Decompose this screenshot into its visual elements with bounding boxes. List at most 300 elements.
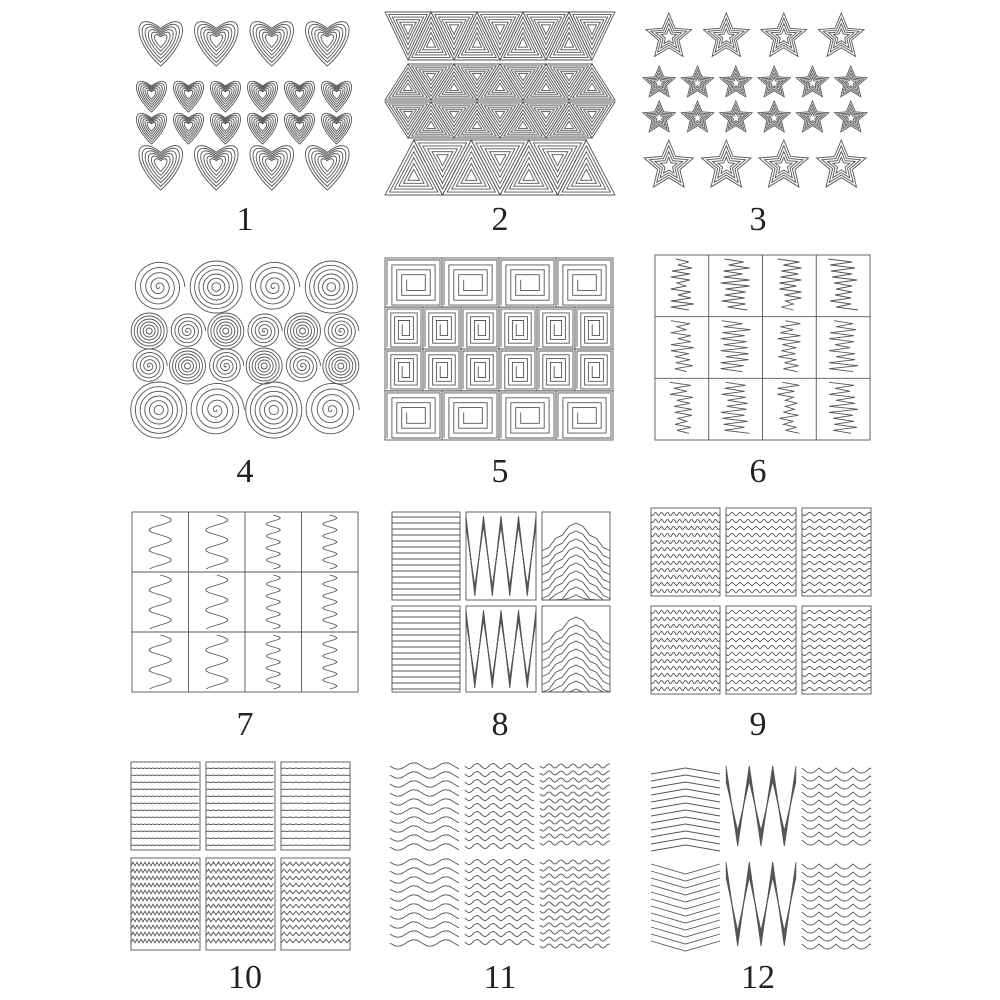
star-outline (807, 112, 818, 123)
small-wave-line (651, 618, 720, 621)
small-wave-line (651, 625, 720, 628)
stepped-chevron (542, 587, 610, 600)
small-wave-line (802, 618, 871, 621)
wave-line (465, 876, 534, 881)
small-wave-line (726, 617, 796, 620)
arch-line (651, 810, 720, 816)
small-wave-line (802, 660, 871, 663)
label-2: 2 (491, 201, 509, 238)
small-wave-line (726, 645, 796, 648)
strip-line (131, 782, 199, 783)
small-wave-line (726, 547, 796, 550)
arch-line (651, 824, 720, 830)
strip-line (281, 796, 350, 797)
arch-line (651, 831, 720, 837)
label-7: 7 (236, 706, 254, 743)
heart-outline (266, 159, 278, 172)
heart-outline (321, 35, 333, 48)
small-wave-line (726, 610, 796, 613)
star-outline (769, 77, 780, 88)
strip-line (281, 789, 350, 790)
wavy-line (206, 515, 228, 569)
small-wave-line (726, 666, 796, 669)
small-wave-line (802, 576, 871, 579)
small-wave-line (726, 589, 796, 592)
heart-outline (221, 122, 230, 131)
scallop-line (802, 824, 871, 829)
strip-line (131, 810, 199, 811)
square-spiral (501, 309, 535, 347)
arch-line (651, 775, 720, 781)
heart-outline (147, 122, 156, 131)
scallop-line (802, 928, 871, 933)
circle-outline (135, 387, 182, 434)
small-wave-line (726, 554, 796, 557)
wave-line (465, 940, 534, 945)
small-wave-line (651, 653, 720, 656)
square-spiral (387, 393, 440, 438)
heart-outline (266, 35, 278, 48)
strip-line (131, 911, 199, 915)
star-outline (834, 29, 850, 44)
square-spiral (444, 260, 497, 305)
wave-line (540, 841, 610, 845)
heart-outline (321, 159, 333, 172)
small-wave-line (726, 638, 796, 641)
strip-line (281, 810, 350, 811)
star-outline (730, 112, 741, 123)
circle-outline (255, 391, 292, 428)
wave-line (390, 844, 459, 850)
arch-line (651, 892, 720, 902)
strip-line (206, 862, 274, 866)
strip-line (281, 831, 350, 832)
arch-line (651, 927, 720, 937)
scallop-line (802, 784, 871, 789)
wave-line (465, 836, 534, 841)
small-wave-line (802, 534, 871, 537)
wavy-line (149, 635, 171, 689)
small-wave-line (802, 520, 871, 523)
circle-outline (145, 396, 173, 424)
strip-line (281, 775, 350, 776)
label-5: 5 (491, 453, 509, 490)
panel-circles (131, 261, 360, 438)
small-wave-line (802, 527, 871, 530)
strip-line (131, 939, 199, 943)
strip-line (281, 911, 350, 915)
circle-outline (300, 328, 306, 334)
scallop-line (802, 832, 871, 837)
circle-outline (246, 382, 302, 438)
small-wave-line (651, 674, 720, 677)
stepped-chevron (542, 523, 610, 551)
small-wave-line (726, 582, 796, 585)
wave-line (540, 771, 610, 775)
strip-line (281, 883, 350, 887)
small-wave-line (802, 513, 871, 516)
circle-outline (326, 351, 356, 381)
wave-line (540, 937, 610, 941)
label-3: 3 (749, 201, 767, 238)
wave-line (540, 764, 610, 768)
circle-outline (250, 387, 297, 434)
small-wave-line (802, 548, 871, 551)
wave-line (390, 781, 459, 787)
panel-wavy-lines (132, 512, 358, 692)
strip-line (281, 768, 350, 769)
circle-outline (327, 283, 336, 292)
strip-line (206, 883, 274, 887)
wave-line (390, 763, 459, 769)
circle-outline (195, 265, 238, 308)
small-wave-line (726, 519, 796, 522)
square-spiral (539, 309, 573, 347)
star-outline (807, 77, 818, 88)
arch-line (651, 796, 720, 802)
strip-line (131, 883, 199, 887)
wave-line (390, 922, 459, 928)
small-wave-line (726, 533, 796, 536)
spiral-outline (248, 314, 282, 346)
small-wave-line (802, 590, 871, 593)
arch-line (651, 934, 720, 944)
stepped-chevron (542, 617, 610, 645)
arch-line (651, 789, 720, 795)
strip-line (281, 939, 350, 943)
wave-line (540, 930, 610, 934)
circle-outline (154, 405, 163, 414)
circle-outline (338, 363, 344, 369)
wavy-line (323, 575, 337, 629)
wave-line (465, 924, 534, 929)
scallop-line (802, 808, 871, 813)
wave-line (465, 916, 534, 921)
label-6: 6 (749, 453, 767, 490)
wave-line (540, 881, 610, 885)
circle-outline (258, 360, 270, 372)
scallop-line (802, 816, 871, 821)
strip-line (131, 824, 199, 825)
star-outline (775, 157, 792, 173)
strip-line (281, 932, 350, 936)
strip-line (206, 796, 274, 797)
square-spiral (463, 351, 497, 389)
circle-outline (176, 354, 200, 378)
strip-line (281, 869, 350, 873)
strip-line (131, 925, 199, 929)
circle-outline (269, 405, 278, 414)
spiral-outline (135, 262, 185, 309)
wave-line (390, 904, 459, 910)
wavy-line (266, 515, 280, 569)
small-wave-line (651, 548, 720, 551)
scallop-line (802, 888, 871, 893)
small-wave-line (726, 568, 796, 571)
label-8: 8 (491, 706, 509, 743)
spiral-outline (286, 349, 320, 381)
strip-line (206, 775, 274, 776)
heart-outline (309, 24, 346, 62)
arch-line (651, 941, 720, 951)
label-4: 4 (236, 453, 254, 490)
spiral-outline (325, 314, 359, 346)
strip-line (206, 939, 274, 943)
strip-line (131, 904, 199, 908)
heart-outline (184, 122, 193, 131)
stepped-chevron (542, 531, 610, 559)
wave-line (540, 820, 610, 824)
circle-outline (190, 261, 242, 313)
square-spiral (577, 309, 611, 347)
wave-line (540, 799, 610, 803)
wave-line (390, 859, 459, 865)
arch-line (651, 913, 720, 923)
circle-outline (131, 382, 187, 438)
wave-line (390, 817, 459, 823)
circle-outline (143, 325, 155, 337)
small-wave-line (802, 625, 871, 628)
circle-outline (182, 360, 194, 372)
scallop-line (802, 912, 871, 917)
strip-line (281, 824, 350, 825)
small-wave-line (726, 561, 796, 564)
small-wave-line (651, 541, 720, 544)
circle-outline (323, 348, 359, 384)
wave-line (465, 844, 534, 849)
strip-line (206, 810, 274, 811)
small-wave-line (651, 555, 720, 558)
small-wave-line (651, 520, 720, 523)
scallop-line (802, 776, 871, 781)
square-spiral (539, 351, 573, 389)
wave-line (390, 772, 459, 778)
wave-line (540, 916, 610, 920)
heart-outline (221, 90, 230, 99)
wave-line (465, 780, 534, 785)
strip-line (131, 817, 199, 818)
circle-outline (170, 348, 206, 384)
star-outline (644, 140, 694, 187)
circle-outline (149, 401, 168, 420)
small-wave-line (802, 541, 871, 544)
circle-outline (212, 283, 221, 292)
strip-line (281, 862, 350, 866)
jagged-line (670, 382, 693, 433)
small-wave-line (802, 667, 871, 670)
heart-outline (155, 159, 167, 172)
strip-line (281, 845, 350, 846)
circle-outline (137, 319, 161, 343)
small-wave-line (802, 681, 871, 684)
heart-outline (258, 90, 267, 99)
heart-outline (253, 24, 290, 62)
small-wave-line (651, 611, 720, 614)
panel-chevrons (392, 512, 610, 692)
circle-outline (261, 363, 267, 369)
label-12: 12 (741, 959, 775, 996)
scallop-line (802, 800, 871, 805)
arch-line (651, 885, 720, 895)
jagged-line (671, 321, 694, 372)
wave-line (465, 764, 534, 769)
jagged-line (829, 382, 858, 433)
jagged-line (721, 259, 750, 310)
scallop-line (802, 944, 871, 949)
arch-line (651, 838, 720, 844)
circle-outline (208, 313, 244, 349)
strip-line (281, 897, 350, 901)
panel-line-strips (131, 762, 350, 950)
small-wave-line (651, 583, 720, 586)
arch-line (651, 817, 720, 823)
square-spiral (501, 260, 554, 305)
square-spiral (501, 351, 535, 389)
strip-line (206, 789, 274, 790)
circle-outline (185, 363, 191, 369)
heart-outline (155, 35, 167, 48)
small-wave-line (802, 639, 871, 642)
heart-outline (295, 122, 304, 131)
circle-outline (220, 325, 232, 337)
strip-line (206, 838, 274, 839)
small-wave-line (802, 569, 871, 572)
star-outline (692, 112, 703, 123)
wave-line (540, 909, 610, 913)
small-wave-line (802, 688, 871, 691)
strip-line (206, 890, 274, 894)
strip-line (131, 768, 199, 769)
wave-line (390, 868, 459, 874)
wavy-line (206, 635, 228, 689)
small-wave-line (651, 646, 720, 649)
strip-line (131, 862, 199, 866)
arch-line (651, 864, 720, 874)
small-wave-line (726, 540, 796, 543)
wave-line (390, 886, 459, 892)
small-wave-line (726, 512, 796, 515)
star-outline (776, 29, 792, 44)
heart-outline (198, 24, 235, 62)
wave-line (540, 902, 610, 906)
wave-line (465, 884, 534, 889)
wave-line (465, 908, 534, 913)
wave-line (540, 860, 610, 864)
strip-line (281, 817, 350, 818)
small-wave-line (726, 659, 796, 662)
strip-line (206, 824, 274, 825)
scallop-line (802, 936, 871, 941)
strip-line (131, 803, 199, 804)
small-wave-line (802, 674, 871, 677)
small-wave-line (726, 575, 796, 578)
star-outline (702, 140, 752, 187)
heart-outline (295, 90, 304, 99)
heart-outline (142, 148, 179, 186)
panel-square-spirals (385, 258, 613, 440)
small-wave-line (802, 632, 871, 635)
label-11: 11 (483, 959, 517, 996)
strip-line (206, 918, 274, 922)
heart-outline (184, 90, 193, 99)
wave-line (465, 892, 534, 897)
small-wave-line (651, 632, 720, 635)
wave-line (465, 788, 534, 793)
strip-line (206, 782, 274, 783)
strip-line (131, 845, 199, 846)
star-outline (692, 77, 703, 88)
star-outline (719, 29, 735, 44)
circle-outline (131, 313, 167, 349)
chevron-frame (392, 606, 460, 692)
label-9: 9 (749, 706, 767, 743)
square-spiral (558, 260, 611, 305)
small-wave-line (651, 590, 720, 593)
jagged-line (777, 259, 801, 310)
panel-hearts (136, 22, 351, 190)
strip-line (131, 775, 199, 776)
wave-line (465, 796, 534, 801)
spiral-outline (171, 314, 205, 346)
wave-line (465, 828, 534, 833)
circle-outline (140, 391, 177, 428)
small-wave-line (651, 534, 720, 537)
strip-line (206, 817, 274, 818)
circle-outline (291, 319, 315, 343)
wavy-line (149, 575, 171, 629)
strip-line (131, 869, 199, 873)
wave-line (390, 808, 459, 814)
small-wave-line (651, 513, 720, 516)
jagged-line (777, 321, 800, 372)
wave-line (540, 785, 610, 789)
small-wave-line (651, 639, 720, 642)
panel-small-waves (651, 508, 871, 694)
stepped-chevron (542, 625, 610, 653)
scallop-line (802, 864, 871, 869)
circle-outline (329, 354, 353, 378)
small-wave-line (726, 652, 796, 655)
strip-line (206, 876, 274, 880)
square-spiral (577, 351, 611, 389)
strip-line (281, 838, 350, 839)
small-wave-line (651, 562, 720, 565)
wave-line (465, 900, 534, 905)
circle-outline (297, 325, 309, 337)
circle-outline (252, 354, 276, 378)
zigzag-line (726, 877, 796, 931)
circle-outline (211, 316, 241, 346)
strip-line (206, 845, 274, 846)
star-outline (654, 112, 665, 123)
wave-line (390, 940, 459, 946)
small-wave-line (802, 611, 871, 614)
arch-line (651, 782, 720, 788)
strip-line (281, 918, 350, 922)
circle-outline (310, 265, 353, 308)
circle-outline (199, 270, 234, 305)
star-outline (845, 77, 856, 88)
panel-stars (643, 13, 867, 187)
wavy-line (206, 575, 228, 629)
circle-outline (335, 360, 347, 372)
star-outline (833, 157, 850, 173)
heart-outline (253, 148, 290, 186)
wave-line (465, 804, 534, 809)
wave-line (465, 812, 534, 817)
strip-line (281, 803, 350, 804)
strip-line (131, 890, 199, 894)
